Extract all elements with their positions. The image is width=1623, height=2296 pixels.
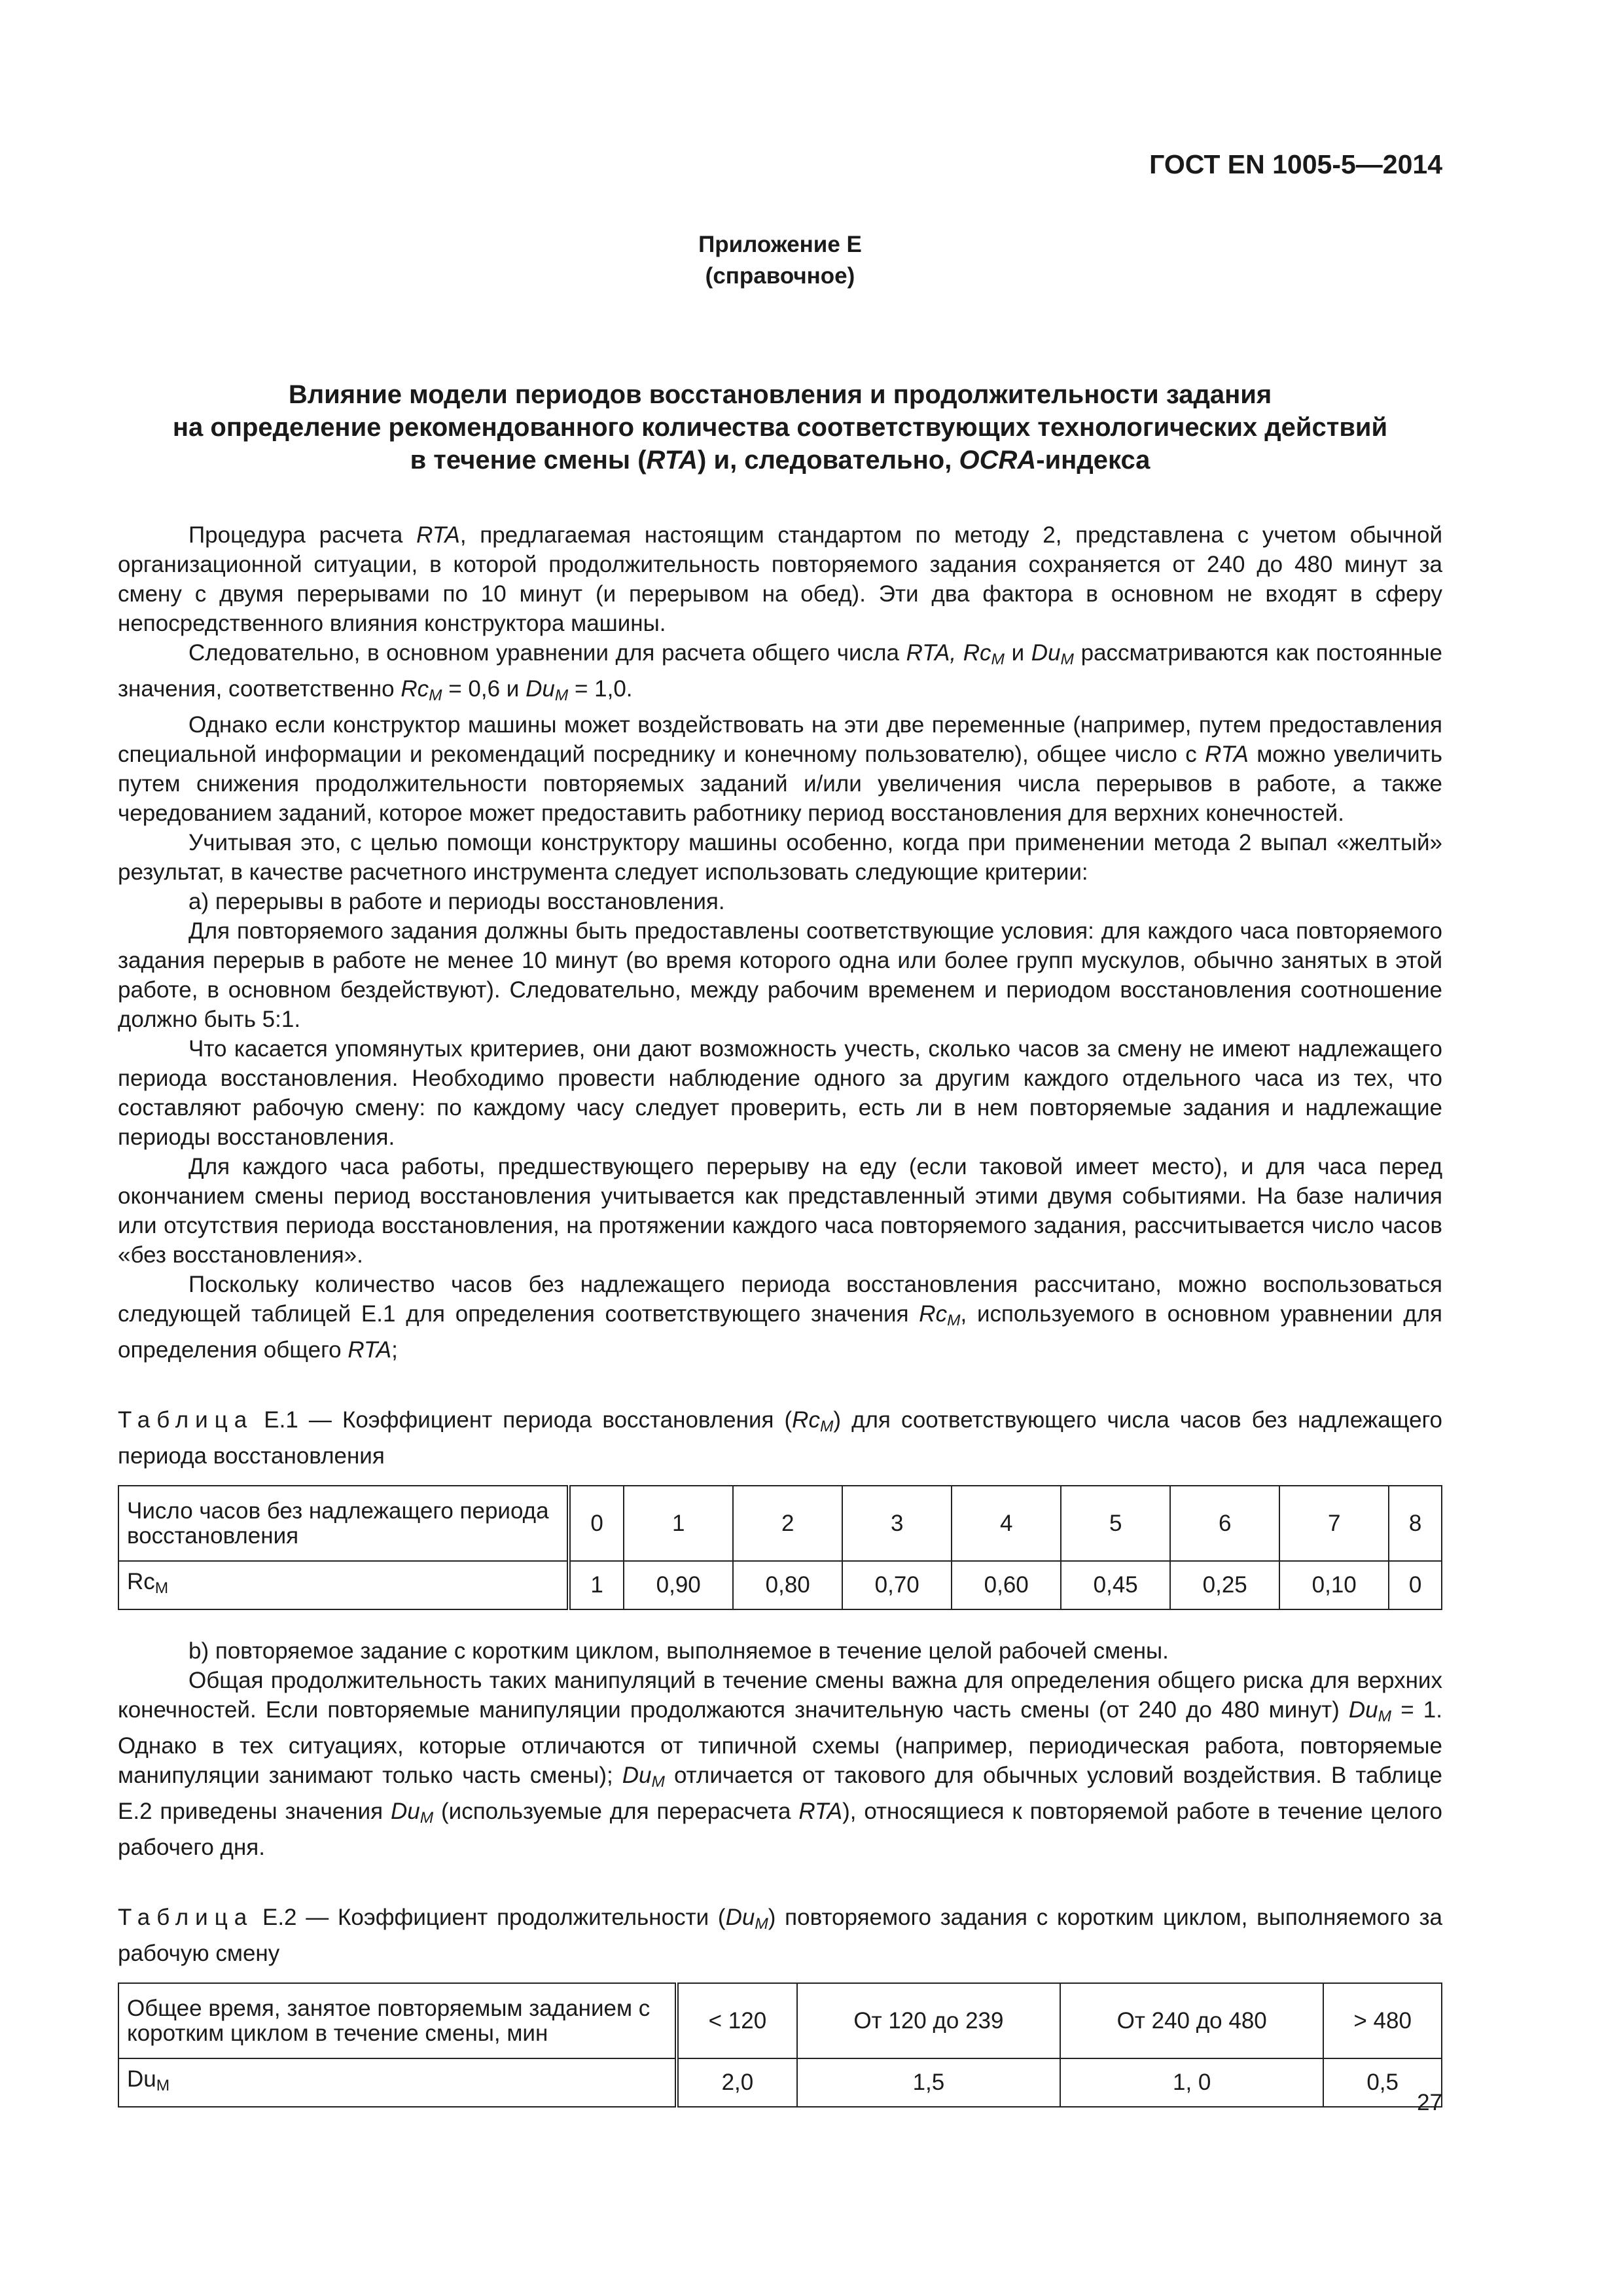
table-cell: 7 (1279, 1486, 1389, 1561)
paragraph: Процедура расчета RTA, предлагаемая настоящим стандартом по методу 2, представлена с учетом обычной организационной ситуации, в которой продолжительность повторяемого задания сохраняется от 240 до 480 минут за смену с двумя перерывами по 10 минут (и перерывом на обед). Эти два фактора в основном не входят в сферу непосредственного влияния конструктора машины. (118, 522, 1443, 636)
body-text-continued (118, 1636, 1442, 1862)
title-line-1: Влияние модели периодов восстановления и продолжительности задания (288, 380, 1272, 409)
table-cell: 0,10 (1279, 1561, 1389, 1609)
table-cell: 3 (842, 1486, 952, 1561)
title-rta: RTA (646, 446, 698, 475)
list-item-a: а) перерывы в работе и периоды восстановления. (188, 889, 725, 914)
table-cell: 0,60 (952, 1561, 1061, 1609)
title-line-2: на определение рекомендованного количества соответствующих технологических действий (172, 413, 1388, 442)
body-text (118, 520, 1442, 2108)
annex-title (118, 378, 1442, 476)
table-row (118, 1486, 1442, 1561)
table-cell: 2 (733, 1486, 842, 1561)
table-cell: 0,80 (733, 1561, 842, 1609)
table-row-label: $Rc_M$ (118, 1561, 569, 1609)
list-item-b: b) повторяемое задание с коротким циклом, выполняемое в течение целой рабочей смены. (188, 1638, 1169, 1664)
title-ocra: OCRA (959, 446, 1037, 475)
table-cell: 0,5 (1323, 2058, 1442, 2107)
table-cell: 2,0 (677, 2058, 797, 2107)
paragraph: Для повторяемого задания должны быть предоставлены соответствующие условия: для каждого часа повторяемого задания перерыв в работе не менее 10 минут (во время которого одна или более групп мускулов, обычно занятых в этой работе, в основном бездействуют). Следовательно, между рабочим временем и периодом восстановления соотношение должно быть 5:1. (118, 918, 1442, 1032)
page-number: 27 (1417, 2090, 1442, 2115)
paragraph: Что касается упомянутых критериев, они дают возможность учесть, сколько часов за смену не имеют надлежащего периода восстановления. Необходимо провести наблюдение одного за другим каждого отдельного часа из тех, что составляют рабочую смену: по каждому часу следует проверить, есть ли в нем повторяемые задания и надлежащие периоды восстановления. (118, 1036, 1442, 1150)
paragraph: Учитывая это, с целью помощи конструктору машины особенно, когда при применении метода 2 выпал «желтый» результат, в качестве расчетного инструмента следует использовать следующие критерии: (118, 830, 1442, 885)
table-cell: 4 (952, 1486, 1061, 1561)
title-text: ) и, следовательно, (698, 446, 959, 475)
table-e2-caption: Таблица Е.2 — Коэффициент продолжительности $(Du_M)$ повторяемого задания с коротким циклом, выполняемого за рабочую смену (118, 1905, 1442, 1966)
table-cell: 8 (1389, 1486, 1442, 1561)
table-cell: 1,5 (797, 2058, 1060, 2107)
table-cell: 1, 0 (1060, 2058, 1323, 2107)
paragraph: Общая продолжительность таких манипуляций в течение смены важна для определения общего риска для верхних конечностей. Если повторяемые манипуляции продолжаются значительную часть смены (от 240 до 480 минут) $Du_M = 1$. Однако в тех ситуациях, которые отличаются от типичной схемы (например, периодическая работа, повторяемые манипуляции занимают только часть смены); $Du_M$ отличается от такового для обычных условий воздействия. В таблице Е.2 приведены значения $Du_M$ (используемые для перерасчета RTA), относящиеся к повторяемой работе в течение целого рабочего дня. (118, 1668, 1443, 1860)
title-text: -индекса (1036, 446, 1150, 475)
annex-heading (118, 229, 1442, 292)
table-row-label: $Du_M$ (118, 2058, 677, 2107)
title-text: в течение смены ( (410, 446, 647, 475)
table-cell: 0,90 (624, 1561, 733, 1609)
table-cell: 0,25 (1170, 1561, 1279, 1609)
annex-type: (справочное) (705, 263, 855, 289)
table-row (118, 1561, 1442, 1609)
table-cell: 0 (1389, 1561, 1442, 1609)
annex-label: Приложение Е (698, 232, 862, 257)
table-e1-caption: Таблица Е.1 — Коэффициент периода восстановления $(Rc_M)$ для соответствующего числа часов без надлежащего периода восстановления (118, 1407, 1443, 1469)
table-cell: 1 (569, 1561, 624, 1609)
table-cell: > 480 (1323, 1983, 1442, 2058)
paragraph: Для каждого часа работы, предшествующего перерыву на еду (если таковой имеет место), и для часа перед окончанием смены период восстановления учитывается как представленный этими двумя событиями. На базе наличия или отсутствия периода восстановления, на протяжении каждого часа повторяемого задания, рассчитывается число часов «без восстановления». (118, 1154, 1442, 1268)
document-code: ГОСТ EN 1005-5—2014 (1149, 149, 1442, 179)
table-cell: 5 (1061, 1486, 1170, 1561)
paragraph: Поскольку количество часов без надлежащего периода восстановления рассчитано, можно воспользоваться следующей таблицей Е.1 для определения соответствующего значения $Rc_M$, используемого в основном уравнении для определения общего RTA; (118, 1272, 1442, 1363)
document-page (118, 0, 1442, 2296)
title-line-3 (118, 444, 1442, 476)
table-cell: < 120 (677, 1983, 797, 2058)
table-cell: 0 (569, 1486, 624, 1561)
table-cell: 1 (624, 1486, 733, 1561)
paragraph: Однако если конструктор машины может воздействовать на эти две переменные (например, путем предоставления специальной информации и рекомендаций посреднику и конечному пользователю), общее число с RTA можно увеличить путем снижения продолжительности повторяемых заданий и/или увеличения числа перерывов в работе, а также чередованием заданий, которое может предоставить работнику период восстановления для верхних конечностей. (118, 712, 1442, 826)
table-row-label: Число часов без надлежащего периода восстановления (118, 1486, 569, 1561)
table-cell: 0,45 (1061, 1561, 1170, 1609)
table-e2 (118, 1982, 1442, 2108)
table-row (118, 2058, 1442, 2107)
table-e1 (118, 1485, 1442, 1610)
table-cell: 0,70 (842, 1561, 952, 1609)
table-row-label: Общее время, занятое повторяемым заданием с коротким циклом в течение смены, мин (118, 1983, 677, 2058)
table-cell: 6 (1170, 1486, 1279, 1561)
table-cell: От 120 до 239 (797, 1983, 1060, 2058)
paragraph: Следовательно, в основном уравнении для расчета общего числа RTA, $Rc_M$ и $Du_M$ рассматриваются как постоянные значения, соответственно $Rc_M = 0,6$ и $Du_M = 1,0$. (118, 640, 1442, 704)
table-cell: От 240 до 480 (1060, 1983, 1323, 2058)
table-row (118, 1983, 1442, 2058)
